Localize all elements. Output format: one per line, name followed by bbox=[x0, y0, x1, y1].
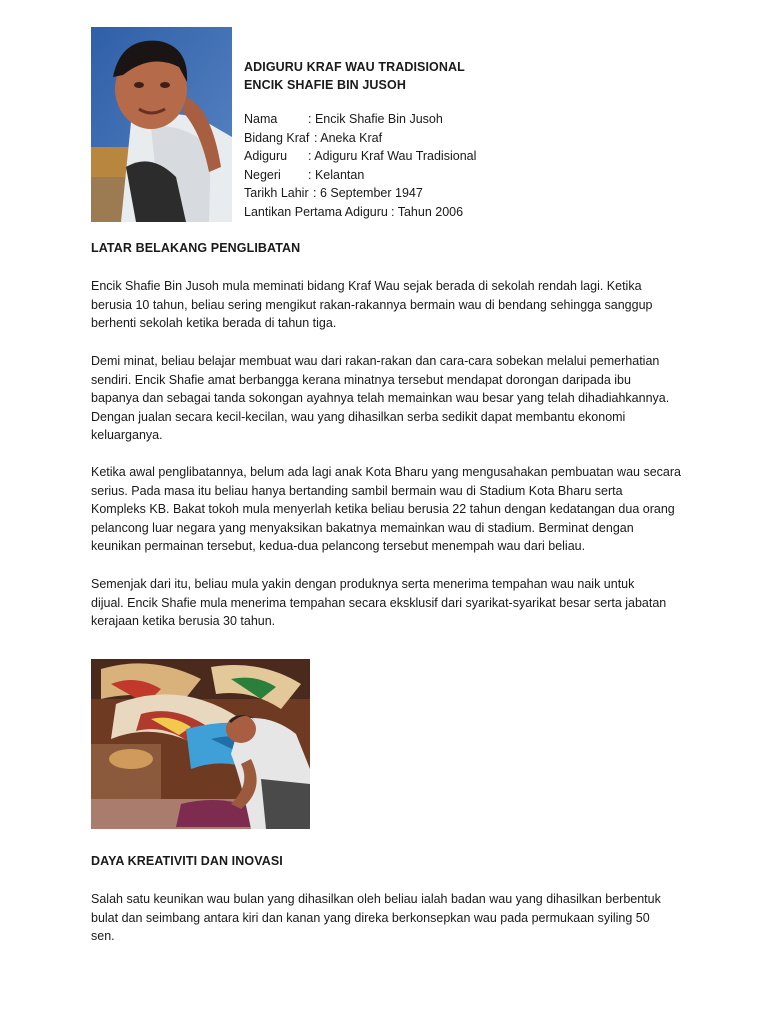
header-block bbox=[244, 58, 724, 222]
profile-value: : Tahun 2006 bbox=[391, 204, 464, 219]
profile-row-tarikh bbox=[244, 184, 724, 203]
profile-value: : Adiguru Kraf Wau Tradisional bbox=[308, 149, 477, 164]
profile-label: Bidang Kraf bbox=[244, 130, 310, 145]
paragraph bbox=[91, 277, 701, 333]
profile-label: Negeri bbox=[244, 167, 281, 182]
section-heading-daya-kreativiti: DAYA KREATIVITI DAN INOVASI bbox=[91, 854, 283, 868]
paragraph-line: sen. bbox=[91, 929, 115, 944]
paragraph-line: pelancong luar negara yang menyaksikan bakatnya memainkan wau di stadium. Berminat dengan bbox=[91, 520, 634, 535]
craftsman-kites-photo bbox=[91, 659, 310, 829]
profile-label: Adiguru bbox=[244, 149, 288, 164]
profile-label: Nama bbox=[244, 112, 278, 126]
paragraph-line: bapanya dan sebagai tanda sokongan ayahnya telah memainkan wau besar yang telah dihadiahkannya. bbox=[91, 391, 670, 406]
paragraph-line: Demi minat, beliau belajar membuat wau dari rakan-rakan dan cara-cara sobekan melalui pemerhatian bbox=[91, 354, 660, 368]
paragraph-line: sendiri. Encik Shafie amat berbangga kerana minatnya tersebut mendapat dorongan daripada ibu bbox=[91, 372, 631, 387]
paragraph-line: bulat dan seimbang antara kiri dan kanan yang direka berkonsepkan wau pada permukaan syiling 50 bbox=[91, 910, 650, 925]
profile-value: : Encik Shafie Bin Jusoh bbox=[308, 112, 443, 126]
profile-info bbox=[244, 110, 724, 222]
paragraph-line: Encik Shafie Bin Jusoh mula meminati bidang Kraf Wau sejak berada di sekolah rendah lagi. Ketika bbox=[91, 279, 642, 293]
profile-row-bidang bbox=[244, 129, 724, 148]
paragraph-line: berhenti sekolah ketika berada di tahun tiga. bbox=[91, 316, 337, 331]
profile-row-negeri bbox=[244, 166, 724, 185]
document-title: ADIGURU KRAF WAU TRADISIONAL bbox=[244, 60, 465, 74]
profile-row-lantikan bbox=[244, 203, 724, 222]
paragraph-line: Dengan jualan secara kecil-kecilan, wau yang dihasilkan serba sedikit dapat membantu ekonomi bbox=[91, 409, 626, 424]
profile-value: : Kelantan bbox=[308, 167, 365, 182]
document-subtitle: ENCIK SHAFIE BIN JUSOH bbox=[244, 78, 406, 92]
paragraph-line: Semenjak dari itu, beliau mula yakin dengan produknya serta menerima tempahan wau naik untuk bbox=[91, 577, 635, 591]
profile-value: : Aneka Kraf bbox=[314, 130, 383, 145]
profile-row-adiguru bbox=[244, 147, 724, 166]
profile-row-nama bbox=[244, 110, 724, 129]
paragraph-line: Ketika awal penglibatannya, belum ada lagi anak Kota Bharu yang mengusahakan pembuatan wau secara bbox=[91, 465, 681, 479]
paragraph bbox=[91, 890, 701, 946]
section-heading-latar-belakang: LATAR BELAKANG PENGLIBATAN bbox=[91, 241, 301, 255]
paragraph-line: kerajaan ketika berusia 30 tahun. bbox=[91, 614, 276, 629]
paragraph-line: keunikan permainan tersebut, kedua-dua pelancong tersebut menempah wau dari beliau. bbox=[91, 539, 586, 554]
paragraph-line: Salah satu keunikan wau bulan yang dihasilkan oleh beliau ialah badan wau yang dihasilkan berbentuk bbox=[91, 892, 661, 906]
paragraph-line: berusia 10 tahun, beliau sering mengikut rakan-rakannya bermain wau di bendang sehingga sanggup bbox=[91, 297, 653, 312]
paragraph-line: serius. Pada masa itu beliau hanya bertanding sambil bermain wau di Stadium Kota Bharu serta bbox=[91, 483, 623, 498]
paragraph-line: dijual. Encik Shafie mula menerima tempahan secara eksklusif dari syarikat-syarikat besar serta jabatan bbox=[91, 595, 667, 610]
profile-label: Tarikh Lahir bbox=[244, 186, 309, 201]
paragraph bbox=[91, 575, 701, 631]
profile-label: Lantikan Pertama Adiguru bbox=[244, 204, 388, 219]
paragraph bbox=[91, 352, 701, 445]
paragraph-line: Kompleks KB. Bakat tokoh mula menyerlah ketika beliau berusia 22 tahun dengan kedatangan dua orang bbox=[91, 502, 675, 517]
paragraph bbox=[91, 463, 701, 556]
paragraph-line: keluarganya. bbox=[91, 428, 163, 443]
portrait-photo bbox=[91, 27, 232, 222]
profile-value: : 6 September 1947 bbox=[313, 186, 423, 201]
